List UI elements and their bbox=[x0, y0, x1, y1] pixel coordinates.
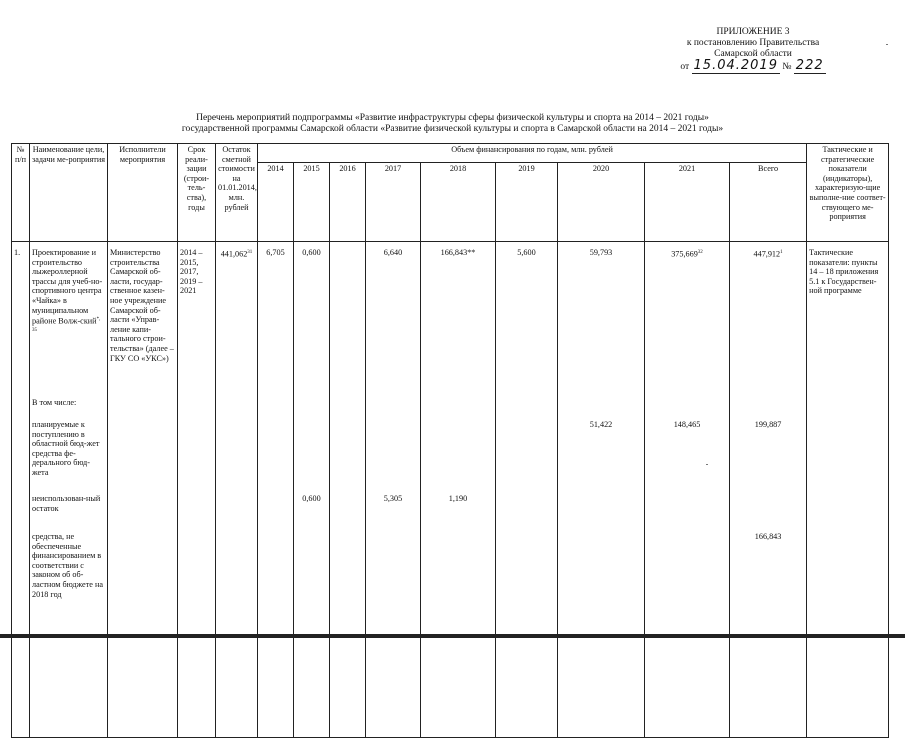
header-year: 2015 bbox=[294, 163, 330, 242]
remainder-footnote: 31 bbox=[247, 250, 253, 255]
remainder-value: 441,062 bbox=[220, 249, 248, 259]
value-2014: 6,705 bbox=[266, 248, 285, 257]
header-name: Наименование цели, задачи ме-роприятия bbox=[30, 144, 108, 242]
total-value: 447,912 bbox=[753, 249, 781, 259]
federal-2020: 51,422 bbox=[589, 420, 613, 429]
handwritten-date: 15.04.2019 bbox=[693, 58, 778, 73]
value-2019: 5,600 bbox=[517, 248, 536, 257]
measure-footnote: *, 35 bbox=[32, 317, 101, 334]
header-num: № п/п bbox=[12, 144, 30, 242]
value-2020: 59,793 bbox=[589, 248, 613, 257]
sub-item-unused: неиспользован-ный остаток bbox=[32, 494, 101, 513]
scan-bottom-edge bbox=[0, 634, 905, 638]
measure-name: Проектирование и строительство лыжероллерной трассы для учеб-но-спортивного центра «Чайка» в муниципальном районе Волж-ский bbox=[32, 248, 103, 326]
header-term: Срок реали-зации (строи-тель-ства), годы bbox=[178, 144, 216, 242]
header-row bbox=[12, 144, 889, 163]
title-line-1: Перечень мероприятий подпрограммы «Развитие инфраструктуры сферы физической культуры и спорта на 2014 – 2021 годы» bbox=[196, 113, 709, 123]
appendix-title: ПРИЛОЖЕНИЕ 3 bbox=[716, 27, 790, 37]
title-line-2: государственной программы Самарской области «Развитие физической культуры и спорта в Самарской области на 2014 – 2021 годы» bbox=[181, 124, 724, 134]
value-2015: 0,600 bbox=[302, 248, 321, 257]
sub-item-unfunded: средства, не обеспеченные финансированием в соответствии с законом об об-ластном бюджете на 2018 год bbox=[32, 532, 103, 599]
appendix-date-line bbox=[643, 60, 863, 73]
measures-table bbox=[11, 143, 889, 738]
term-cell: 2014 – 2015, 2017, 2019 – 2021 bbox=[178, 242, 216, 738]
value-2021-footnote: 32 bbox=[697, 250, 703, 255]
unfunded-total: 166,843 bbox=[754, 532, 782, 541]
appendix-line: Самарской области bbox=[714, 49, 792, 59]
appendix-line: к постановлению Правительства bbox=[686, 38, 820, 48]
date-prefix: от bbox=[680, 62, 690, 72]
header-executors: Исполнители мероприятия bbox=[108, 144, 178, 242]
value-2018: 166,843** bbox=[440, 248, 476, 257]
header-remainder: Остаток сметной стоимости на 01.01.2014, млн. рублей bbox=[216, 144, 258, 242]
header-year: 2020 bbox=[558, 163, 645, 242]
header-indicators: Тактические и стратегические показатели (индикаторы), характеризую-щие выполне-ние соответ-ствующего ме-роприятия bbox=[807, 144, 889, 242]
unused-2015: 0,600 bbox=[302, 494, 321, 503]
document-title bbox=[0, 113, 905, 135]
number-prefix: № bbox=[782, 62, 792, 72]
federal-2021: 148,465 bbox=[673, 420, 701, 429]
sub-item-federal: планируемые к поступлению в областной бюд-жет средства фе-дерального бюд-жета bbox=[32, 420, 100, 477]
header-year: 2017 bbox=[366, 163, 421, 242]
unused-2017: 5,305 bbox=[383, 494, 403, 503]
table-row bbox=[12, 242, 889, 738]
value-2021: 375,669 bbox=[671, 249, 698, 259]
scan-speck bbox=[886, 44, 888, 45]
header-year: 2019 bbox=[496, 163, 558, 242]
federal-total: 199,887 bbox=[754, 420, 782, 429]
including-label: В том числе: bbox=[32, 398, 77, 407]
header-total: Всего bbox=[730, 163, 807, 242]
total-footnote: 1 bbox=[780, 250, 783, 255]
unused-2018: 1,190 bbox=[448, 494, 468, 503]
value-2017: 6,640 bbox=[383, 248, 403, 257]
header-year: 2021 bbox=[645, 163, 730, 242]
header-year: 2018 bbox=[421, 163, 496, 242]
appendix-block bbox=[643, 27, 863, 73]
header-funding: Объем финансирования по годам, млн. рублей bbox=[258, 144, 807, 163]
scan-speck bbox=[706, 464, 708, 465]
header-year: 2016 bbox=[330, 163, 366, 242]
header-year: 2014 bbox=[258, 163, 294, 242]
handwritten-number: 222 bbox=[795, 58, 824, 73]
row-num: 1. bbox=[14, 248, 21, 257]
indicators-cell: Тактические показатели: пункты 14 – 18 приложения 5.1 к Государствен-ной программе bbox=[807, 242, 889, 738]
executors-cell: Министерство строительства Самарской об-ласти, государ-ственное казен-ное учреждение Самарской об-ласти «Управ-ление капи-тального строи-тельства» (далее – ГКУ СО «УКС») bbox=[108, 242, 178, 738]
